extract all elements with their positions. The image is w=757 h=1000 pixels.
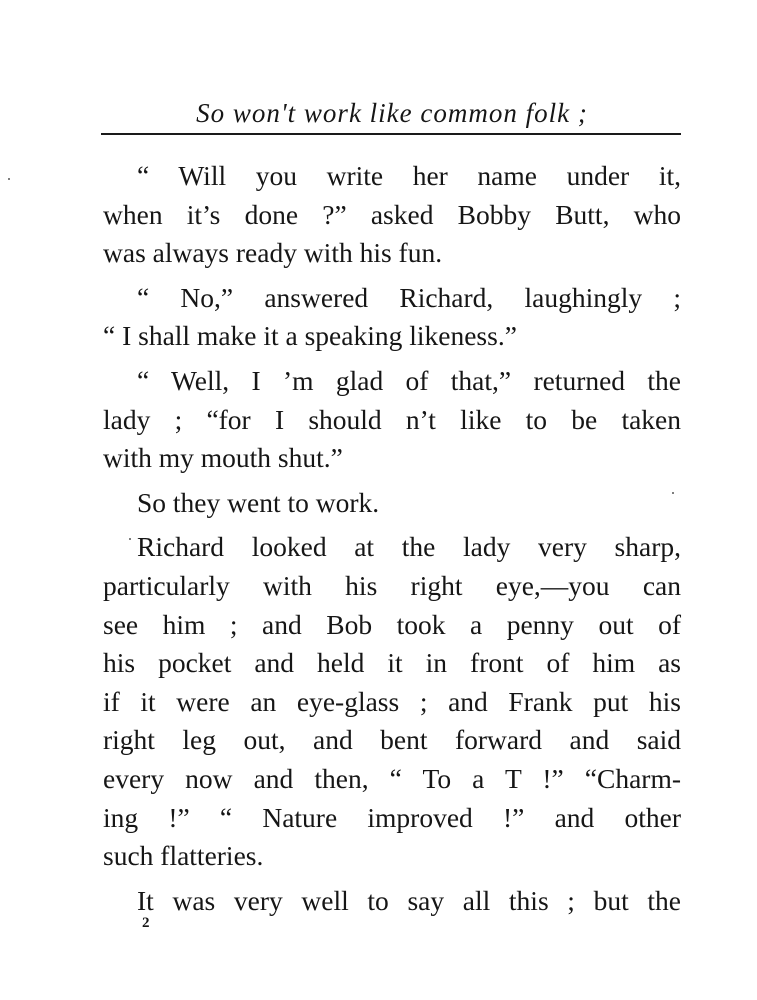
print-speck bbox=[129, 538, 131, 540]
text-line: see him ; and Bob took a penny out of bbox=[103, 608, 681, 640]
text-line: “ I shall make it a speaking likeness.” bbox=[103, 320, 517, 352]
text-line: right leg out, and bent forward and said bbox=[103, 724, 681, 756]
body-text bbox=[103, 157, 681, 920]
print-speck bbox=[672, 492, 674, 494]
header-rule bbox=[101, 133, 681, 135]
text-line: So they went to work. bbox=[137, 486, 380, 518]
text-line: when it’s done ?” asked Bobby Butt, who bbox=[103, 198, 681, 230]
text-line: with my mouth shut.” bbox=[103, 442, 343, 474]
text-line: It was very well to say all this ; but the bbox=[137, 884, 681, 916]
text-line: “ Will you write her name under it, bbox=[137, 160, 681, 191]
text-line: was always ready with his fun. bbox=[103, 237, 443, 269]
print-speck bbox=[8, 178, 10, 180]
text-line: lady ; “for I should n’t like to be taken bbox=[103, 403, 681, 435]
text-line: “ Well, I ’m glad of that,” returned the bbox=[137, 364, 681, 396]
text-line: his pocket and held it in front of him as bbox=[103, 647, 681, 679]
page-number: 2 bbox=[142, 915, 150, 931]
text-line: every now and then, “ To a T !” “Charm- bbox=[103, 762, 681, 794]
text-line: “ No,” answered Richard, laughingly ; bbox=[137, 281, 681, 313]
text-line: Richard looked at the lady very sharp, bbox=[137, 531, 681, 563]
running-head: So won't work like common folk ; bbox=[196, 98, 588, 128]
text-line: ing !” “ Nature improved !” and other bbox=[103, 801, 681, 833]
text-line: particularly with his right eye,—you can bbox=[103, 569, 681, 601]
text-line: if it were an eye-glass ; and Frank put his bbox=[103, 685, 681, 717]
text-line: such flatteries. bbox=[103, 840, 264, 872]
